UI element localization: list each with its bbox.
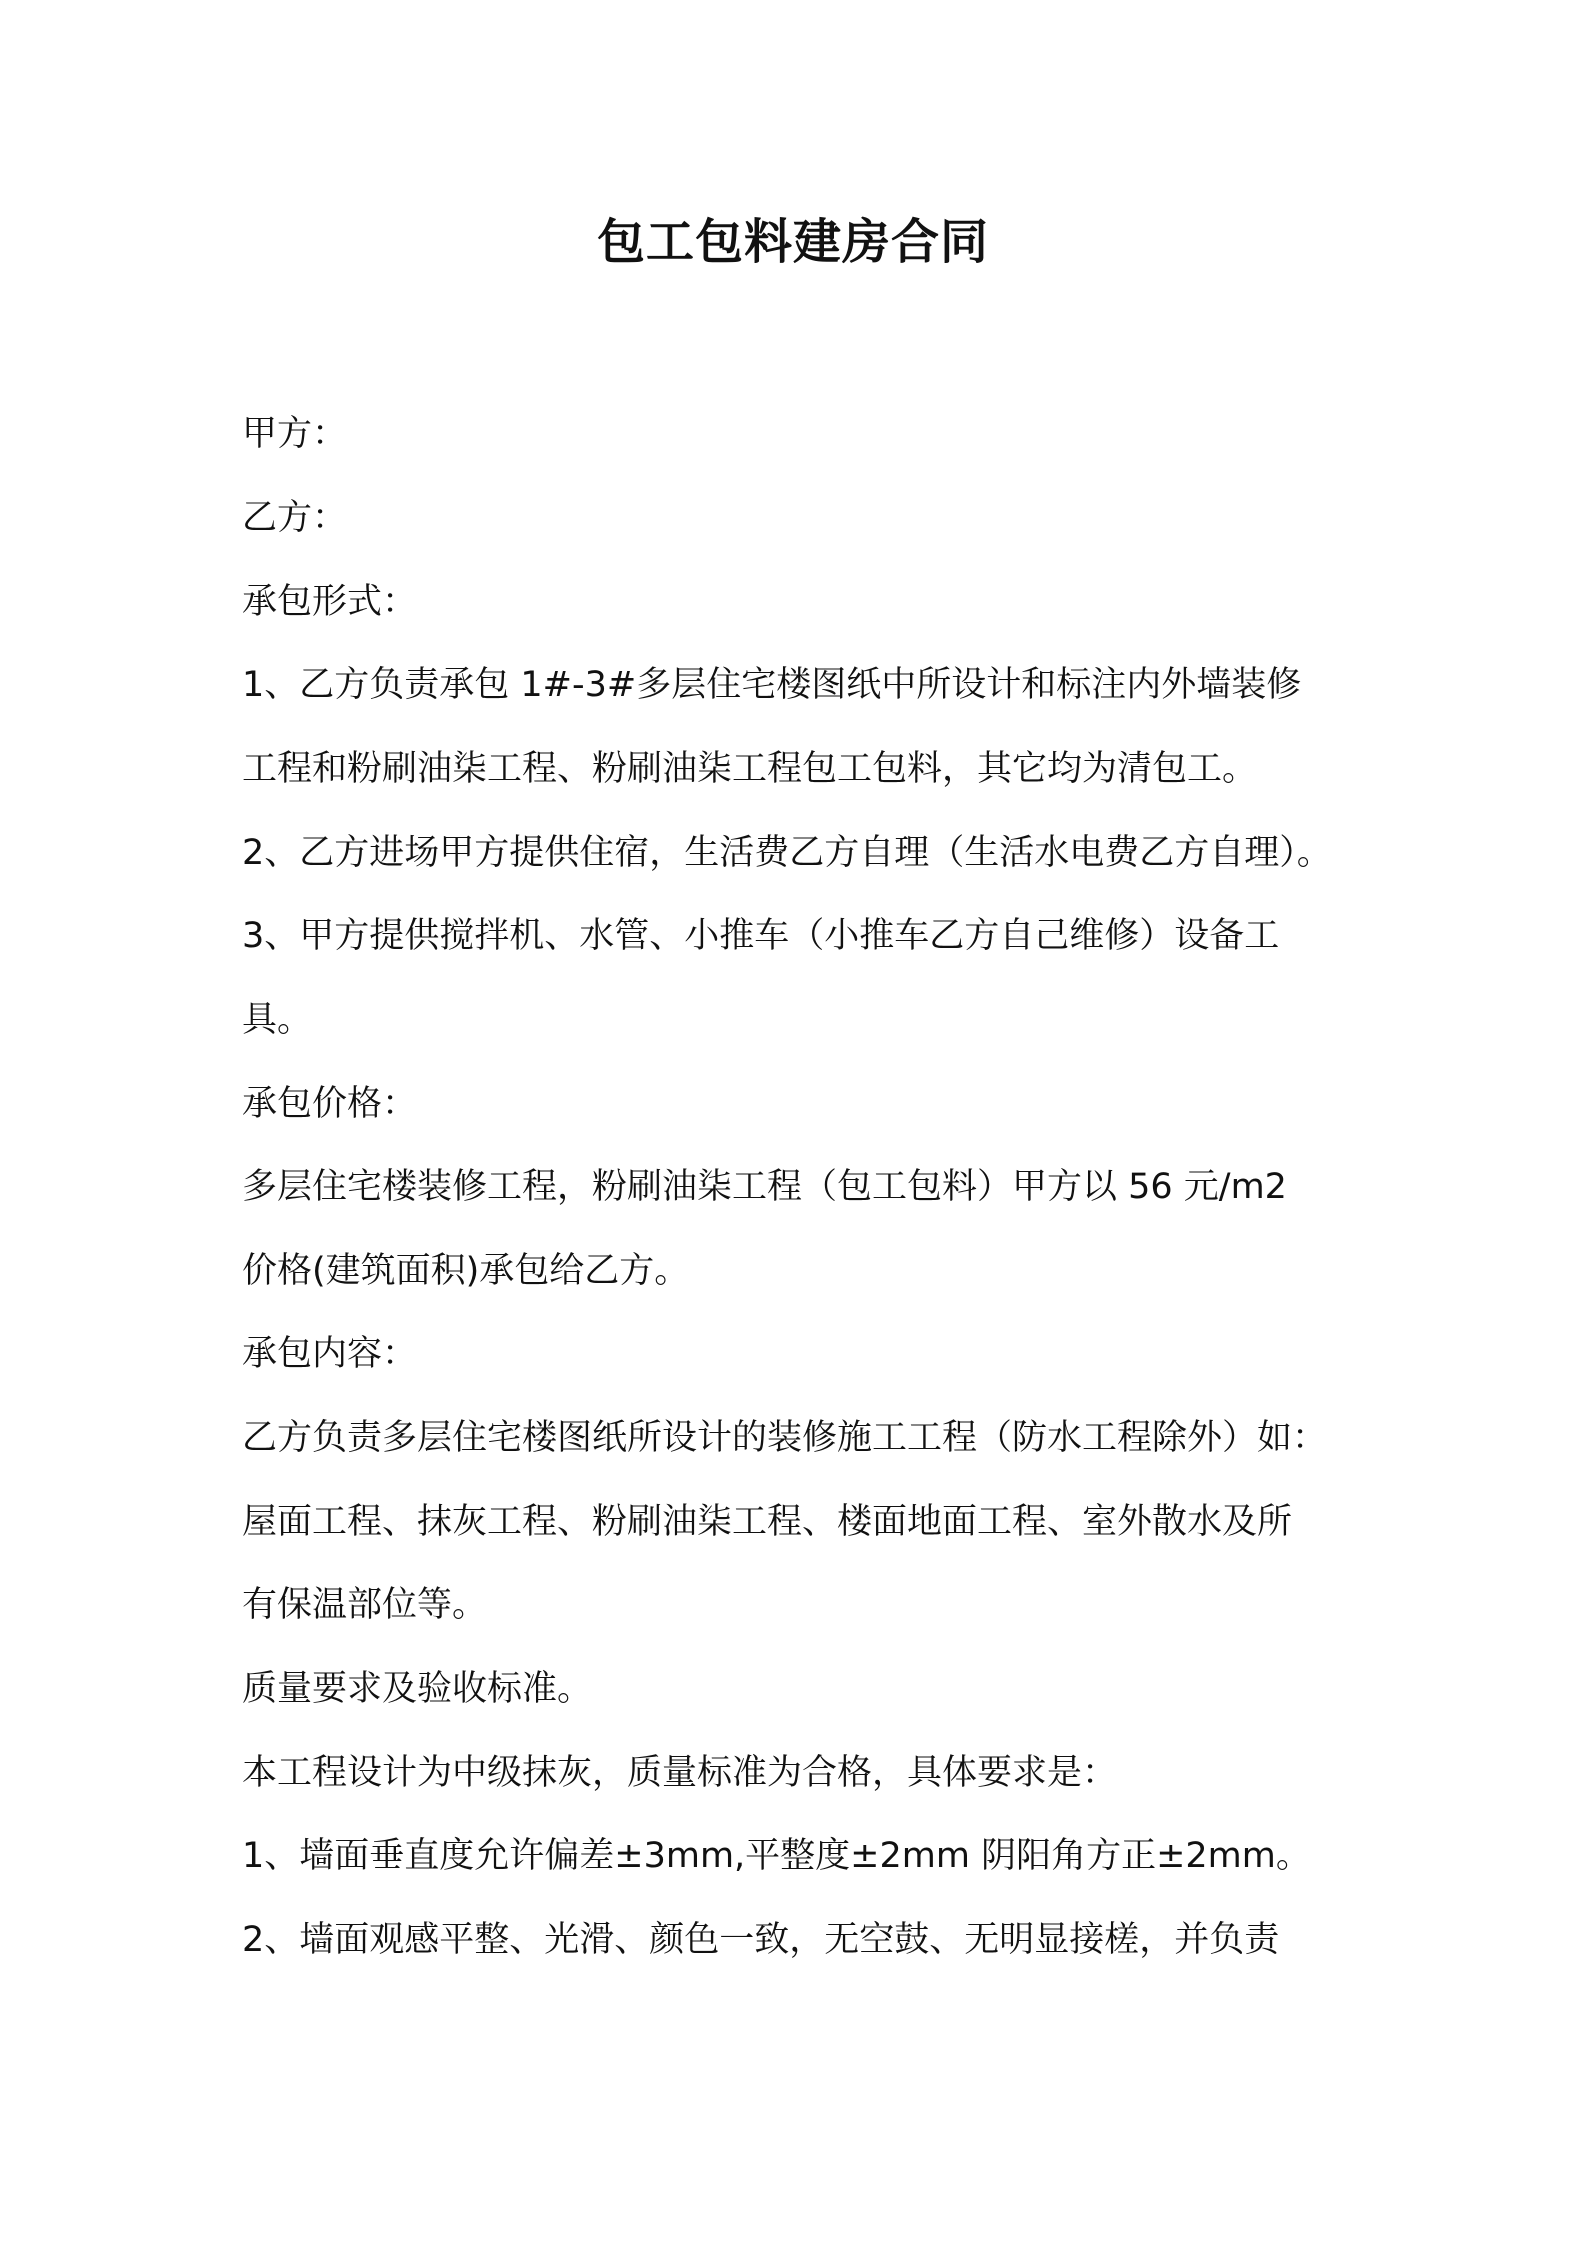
body-line: 多层住宅楼装修工程，粉刷油柒工程（包工包料）甲方以 56 元/m2: [242, 1167, 1287, 1207]
body-line: 3、甲方提供搅拌机、水管、小推车（小推车乙方自己维修）设备工: [242, 916, 1280, 956]
body-line: 具。: [242, 1000, 313, 1040]
party-a-line: 甲方：: [242, 414, 348, 454]
body-line: 2、乙方进场甲方提供住宿，生活费乙方自理（生活水电费乙方自理）。: [242, 833, 1332, 873]
body-line: 2、墙面观感平整、光滑、颜色一致，无空鼓、无明显接槎，并负责: [242, 1920, 1280, 1960]
party-b-line: 乙方：: [242, 498, 348, 538]
body-line: 屋面工程、抹灰工程、粉刷油柒工程、楼面地面工程、室外散水及所: [242, 1502, 1293, 1542]
body-line: 1、墙面垂直度允许偏差±3mm,平整度±2mm 阴阳角方正±2mm。: [242, 1836, 1311, 1876]
body-line: 乙方负责多层住宅楼图纸所设计的装修施工工程（防水工程除外）如：: [242, 1418, 1328, 1458]
contract-content-heading: 承包内容：: [242, 1334, 418, 1374]
body-line: 本工程设计为中级抹灰，质量标准为合格，具体要求是：: [242, 1753, 1118, 1793]
quality-heading: 质量要求及验收标准。: [242, 1669, 593, 1709]
body-line: 1、乙方负责承包 1#-3#多层住宅楼图纸中所设计和标注内外墙装修: [242, 665, 1302, 705]
contract-form-heading: 承包形式：: [242, 582, 418, 622]
body-line: 有保温部位等。: [242, 1585, 488, 1625]
body-line: 价格(建筑面积)承包给乙方。: [242, 1251, 690, 1291]
document-title: 包工包料建房合同: [596, 214, 989, 270]
body-line: 工程和粉刷油柒工程、粉刷油柒工程包工包料，其它均为清包工。: [242, 749, 1258, 789]
contract-price-heading: 承包价格：: [242, 1084, 418, 1124]
